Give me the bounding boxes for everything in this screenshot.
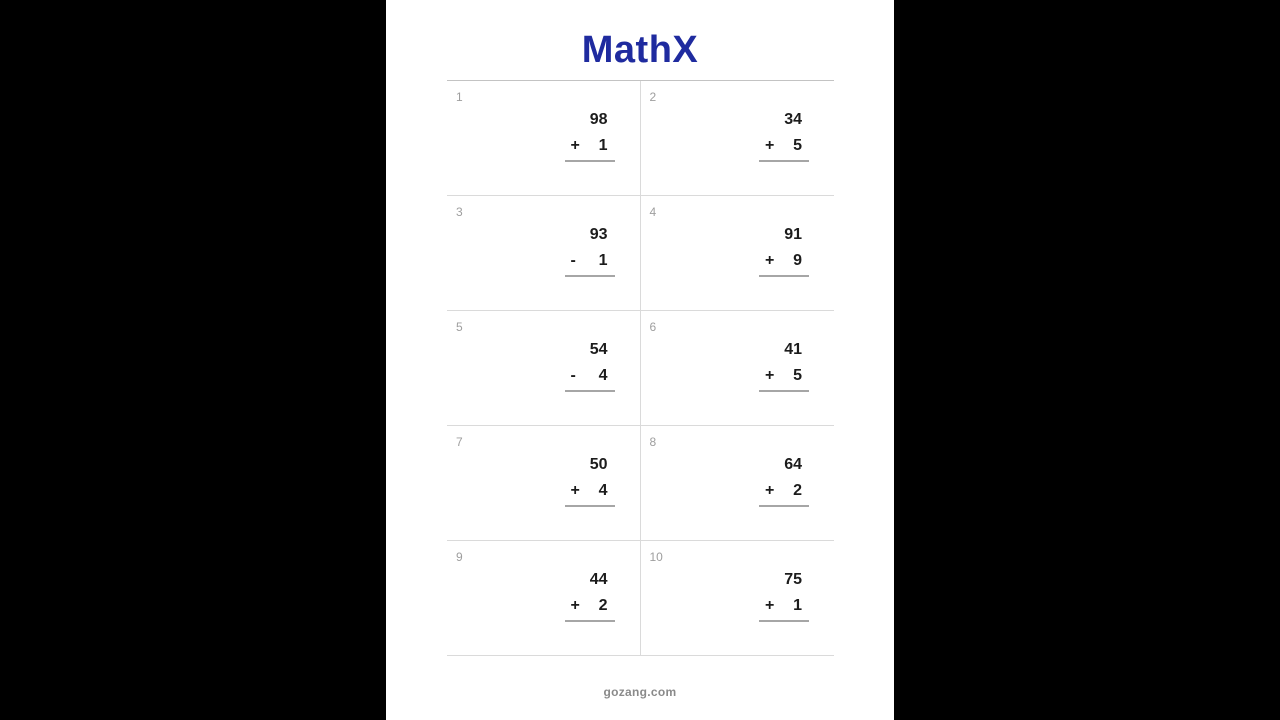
math-problem (759, 452, 809, 507)
operator-row (565, 593, 615, 619)
problem-number: 5 (456, 320, 463, 334)
problem-cell-9 (447, 541, 641, 656)
problem-number: 1 (456, 90, 463, 104)
answer-line (565, 275, 615, 277)
problem-cell-6 (641, 311, 835, 426)
bottom-operand: 5 (793, 137, 802, 154)
operator-row (759, 363, 809, 389)
answer-line (759, 160, 809, 162)
answer-line (759, 390, 809, 392)
operator-row (565, 478, 615, 504)
bottom-operand: 5 (793, 367, 802, 384)
bottom-operand: 1 (598, 252, 608, 269)
operator-row (759, 593, 809, 619)
operator-sign: - (570, 252, 576, 269)
operator-row (759, 478, 809, 504)
operator-row (565, 133, 615, 159)
math-problem (759, 222, 809, 277)
answer-line (565, 390, 615, 392)
problem-cell-2 (641, 81, 835, 196)
bottom-operand: 4 (598, 482, 608, 499)
operator-sign: + (570, 137, 580, 154)
operator-row (759, 133, 809, 159)
top-operand: 93 (589, 226, 608, 243)
math-problem (565, 452, 615, 507)
operator-sign: + (765, 137, 775, 154)
top-operand: 54 (589, 341, 608, 358)
problems-grid (447, 80, 834, 656)
bottom-operand: 1 (793, 597, 802, 614)
math-problem (759, 107, 809, 162)
problem-cell-7 (447, 426, 641, 541)
problem-number: 9 (456, 550, 463, 564)
answer-line (565, 505, 615, 507)
problem-cell-5 (447, 311, 641, 426)
top-operand: 98 (589, 111, 608, 128)
top-operand: 75 (784, 571, 802, 588)
math-problem (565, 567, 615, 622)
problem-number: 7 (456, 435, 463, 449)
answer-line (565, 160, 615, 162)
footer-url: gozang.com (603, 685, 677, 699)
math-problem (565, 107, 615, 162)
problem-cell-10 (641, 541, 835, 656)
top-operand: 91 (784, 226, 802, 243)
operator-row (565, 363, 615, 389)
operator-sign: + (765, 252, 775, 269)
problem-number: 8 (649, 435, 657, 449)
top-operand: 34 (784, 111, 802, 128)
answer-line (759, 620, 809, 622)
math-problem (759, 567, 809, 622)
math-problem (565, 222, 615, 277)
operator-sign: + (765, 597, 775, 614)
operator-sign: + (570, 482, 580, 499)
bottom-operand: 2 (793, 482, 802, 499)
answer-line (759, 505, 809, 507)
problem-cell-8 (641, 426, 835, 541)
answer-line (759, 275, 809, 277)
operator-row (565, 248, 615, 274)
problem-cell-1 (447, 81, 641, 196)
bottom-operand: 9 (793, 252, 802, 269)
math-problem (759, 337, 809, 392)
problem-number: 6 (649, 320, 657, 334)
bottom-operand: 2 (598, 597, 608, 614)
bottom-operand: 4 (598, 367, 608, 384)
math-problem (565, 337, 615, 392)
problem-number: 3 (456, 205, 463, 219)
top-operand: 64 (784, 456, 802, 473)
problem-cell-4 (641, 196, 835, 311)
operator-row (759, 248, 809, 274)
operator-sign: + (765, 482, 775, 499)
problem-cell-3 (447, 196, 641, 311)
operator-sign: + (570, 597, 580, 614)
operator-sign: + (765, 367, 775, 384)
operator-sign: - (570, 367, 576, 384)
top-operand: 41 (784, 341, 802, 358)
top-operand: 50 (589, 456, 608, 473)
bottom-operand: 1 (598, 137, 608, 154)
problem-number: 10 (649, 550, 663, 564)
page-title: MathX (581, 29, 699, 71)
problem-number: 2 (649, 90, 657, 104)
problem-number: 4 (649, 205, 657, 219)
worksheet-page (386, 0, 894, 720)
answer-line (565, 620, 615, 622)
top-operand: 44 (589, 571, 608, 588)
